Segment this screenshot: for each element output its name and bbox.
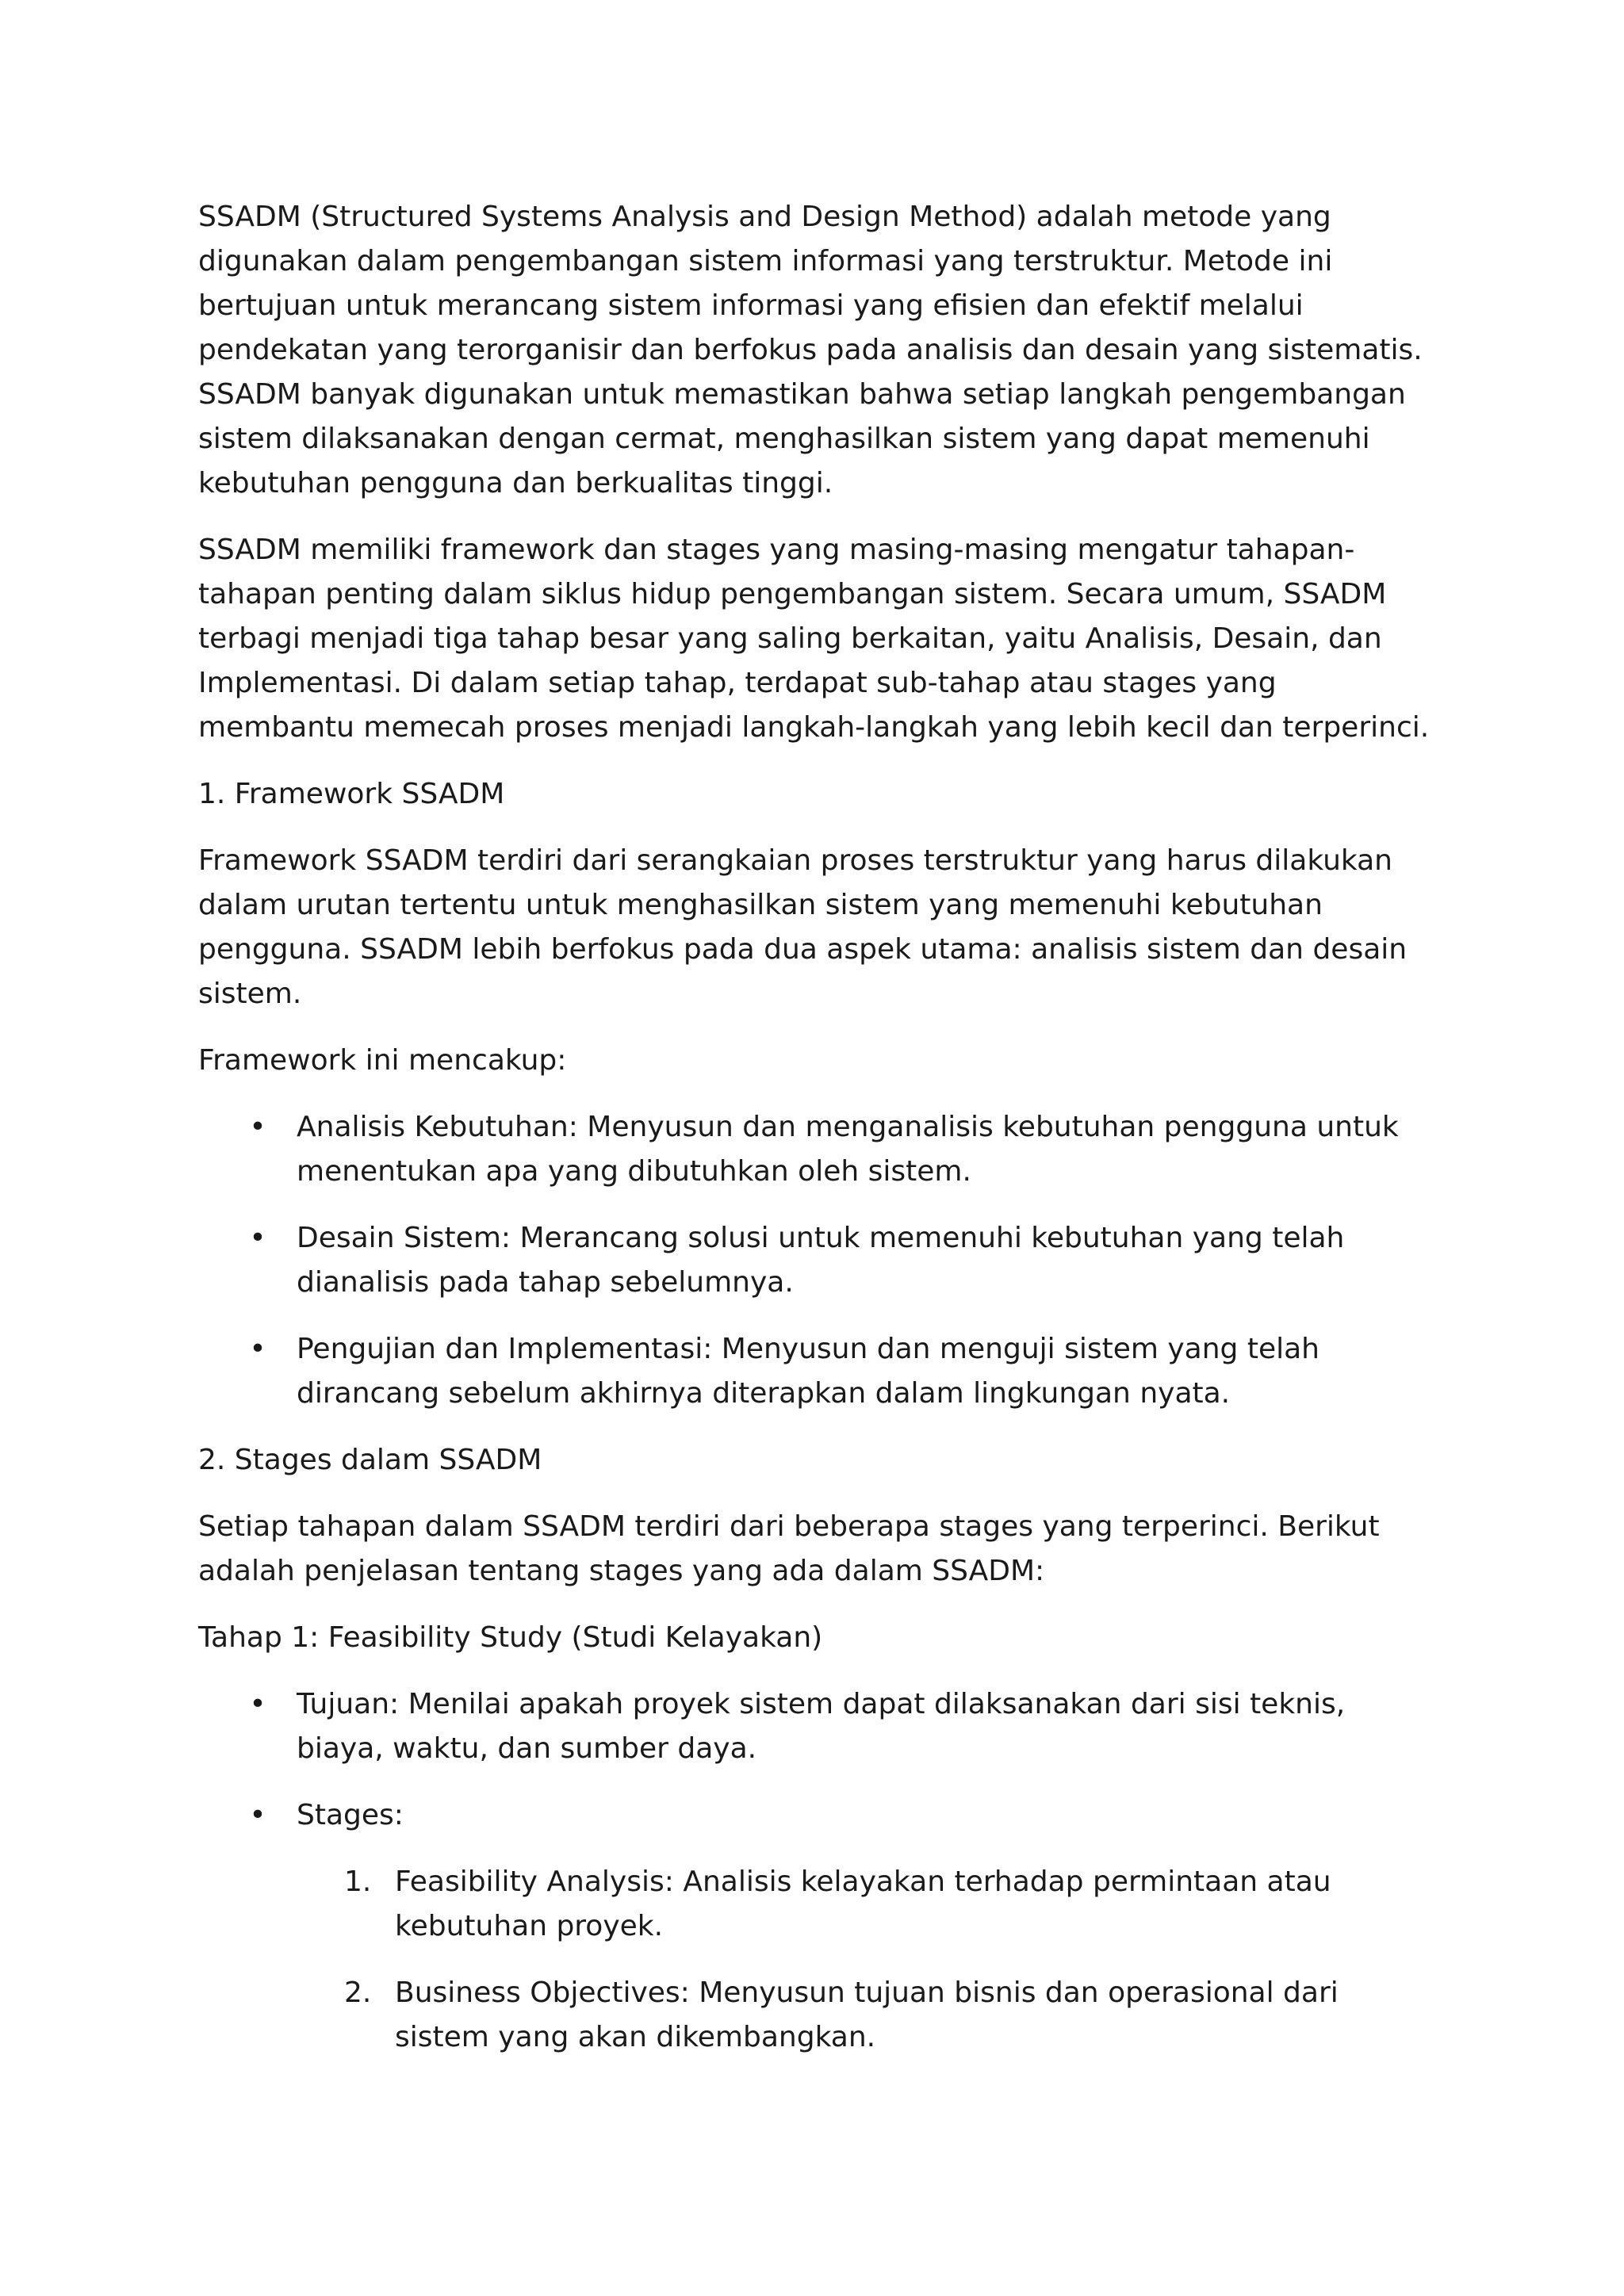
framework-includes-label: Framework ini mencakup: xyxy=(198,1044,567,1077)
section-heading-stages: 2. Stages dalam SSADM xyxy=(198,1444,542,1476)
list-item-text: Desain Sistem: Merancang solusi untuk memenuhi kebutuhan yang telah dianalisis pada tahap sebelumnya. xyxy=(297,1222,1345,1299)
bullet-icon: • xyxy=(249,1222,266,1254)
section-heading-framework: 1. Framework SSADM xyxy=(198,778,505,810)
numbered-list-item xyxy=(297,1860,1435,1949)
numbered-item-text: Feasibility Analysis: Analisis kelayakan terhadap permintaan atau kebutuhan proyek. xyxy=(395,1866,1331,1942)
stage-1-heading: Tahap 1: Feasibility Study (Studi Kelayakan) xyxy=(198,1621,823,1654)
numbered-item-text: Business Objectives: Menyusun tujuan bisnis dan operasional dari sistem yang akan dikembangkan. xyxy=(395,1976,1339,2053)
list-item xyxy=(198,1793,1435,2060)
stage-1-bullet-list xyxy=(198,1682,1435,2060)
list-number: 2. xyxy=(344,1976,372,2009)
numbered-list-item xyxy=(297,1971,1435,2060)
bullet-icon: • xyxy=(249,1688,266,1720)
list-item xyxy=(198,1216,1435,1305)
intro-paragraph: SSADM (Structured Systems Analysis and Design Method) adalah metode yang digunakan dalam pengembangan sistem informasi yang terstruktur. Metode ini bertujuan untuk merancang sistem informasi yang efisien dan efektif melalui pendekatan yang terorganisir dan berfokus pada analisis dan desain yang sistematis. SSADM banyak digunakan untuk memastikan bahwa setiap langkah pengembangan sistem dilaksanakan dengan cermat, menghasilkan sistem yang dapat memenuhi kebutuhan pengguna dan berkualitas tinggi. xyxy=(198,201,1423,499)
list-item xyxy=(198,1327,1435,1416)
bullet-icon: • xyxy=(249,1333,266,1365)
framework-bullet-list xyxy=(198,1105,1435,1416)
stages-description-paragraph: Setiap tahapan dalam SSADM terdiri dari beberapa stages yang terperinci. Berikut adalah penjelasan tentang stages yang ada dalam SSADM: xyxy=(198,1510,1380,1587)
list-item-text: Tujuan: Menilai apakah proyek sistem dapat dilaksanakan dari sisi teknis, biaya, waktu, dan sumber daya. xyxy=(297,1688,1346,1765)
list-item-text: Stages: xyxy=(297,1799,404,1831)
bullet-icon: • xyxy=(249,1111,266,1143)
document-page xyxy=(198,195,1435,2082)
list-item xyxy=(198,1105,1435,1194)
list-item xyxy=(198,1682,1435,1771)
framework-stages-paragraph: SSADM memiliki framework dan stages yang masing-masing mengatur tahapan-tahapan penting dalam siklus hidup pengembangan sistem. Secara umum, SSADM terbagi menjadi tiga tahap besar yang saling berkaitan, yaitu Analisis, Desain, dan Implementasi. Di dalam setiap tahap, terdapat sub-tahap atau stages yang membantu memecah proses menjadi langkah-langkah yang lebih kecil dan terperinci. xyxy=(198,534,1430,744)
stage-1-numbered-list xyxy=(297,1860,1435,2060)
bullet-icon: • xyxy=(249,1799,266,1831)
list-item-text: Pengujian dan Implementasi: Menyusun dan menguji sistem yang telah dirancang sebelum akhirnya diterapkan dalam lingkungan nyata. xyxy=(297,1333,1320,1410)
framework-description-paragraph: Framework SSADM terdiri dari serangkaian proses terstruktur yang harus dilakukan dalam urutan tertentu untuk menghasilkan sistem yang memenuhi kebutuhan pengguna. SSADM lebih berfokus pada dua aspek utama: analisis sistem dan desain sistem. xyxy=(198,844,1408,1010)
list-item-text: Analisis Kebutuhan: Menyusun dan menganalisis kebutuhan pengguna untuk menentukan apa yang dibutuhkan oleh sistem. xyxy=(297,1111,1399,1188)
list-number: 1. xyxy=(344,1866,372,1898)
